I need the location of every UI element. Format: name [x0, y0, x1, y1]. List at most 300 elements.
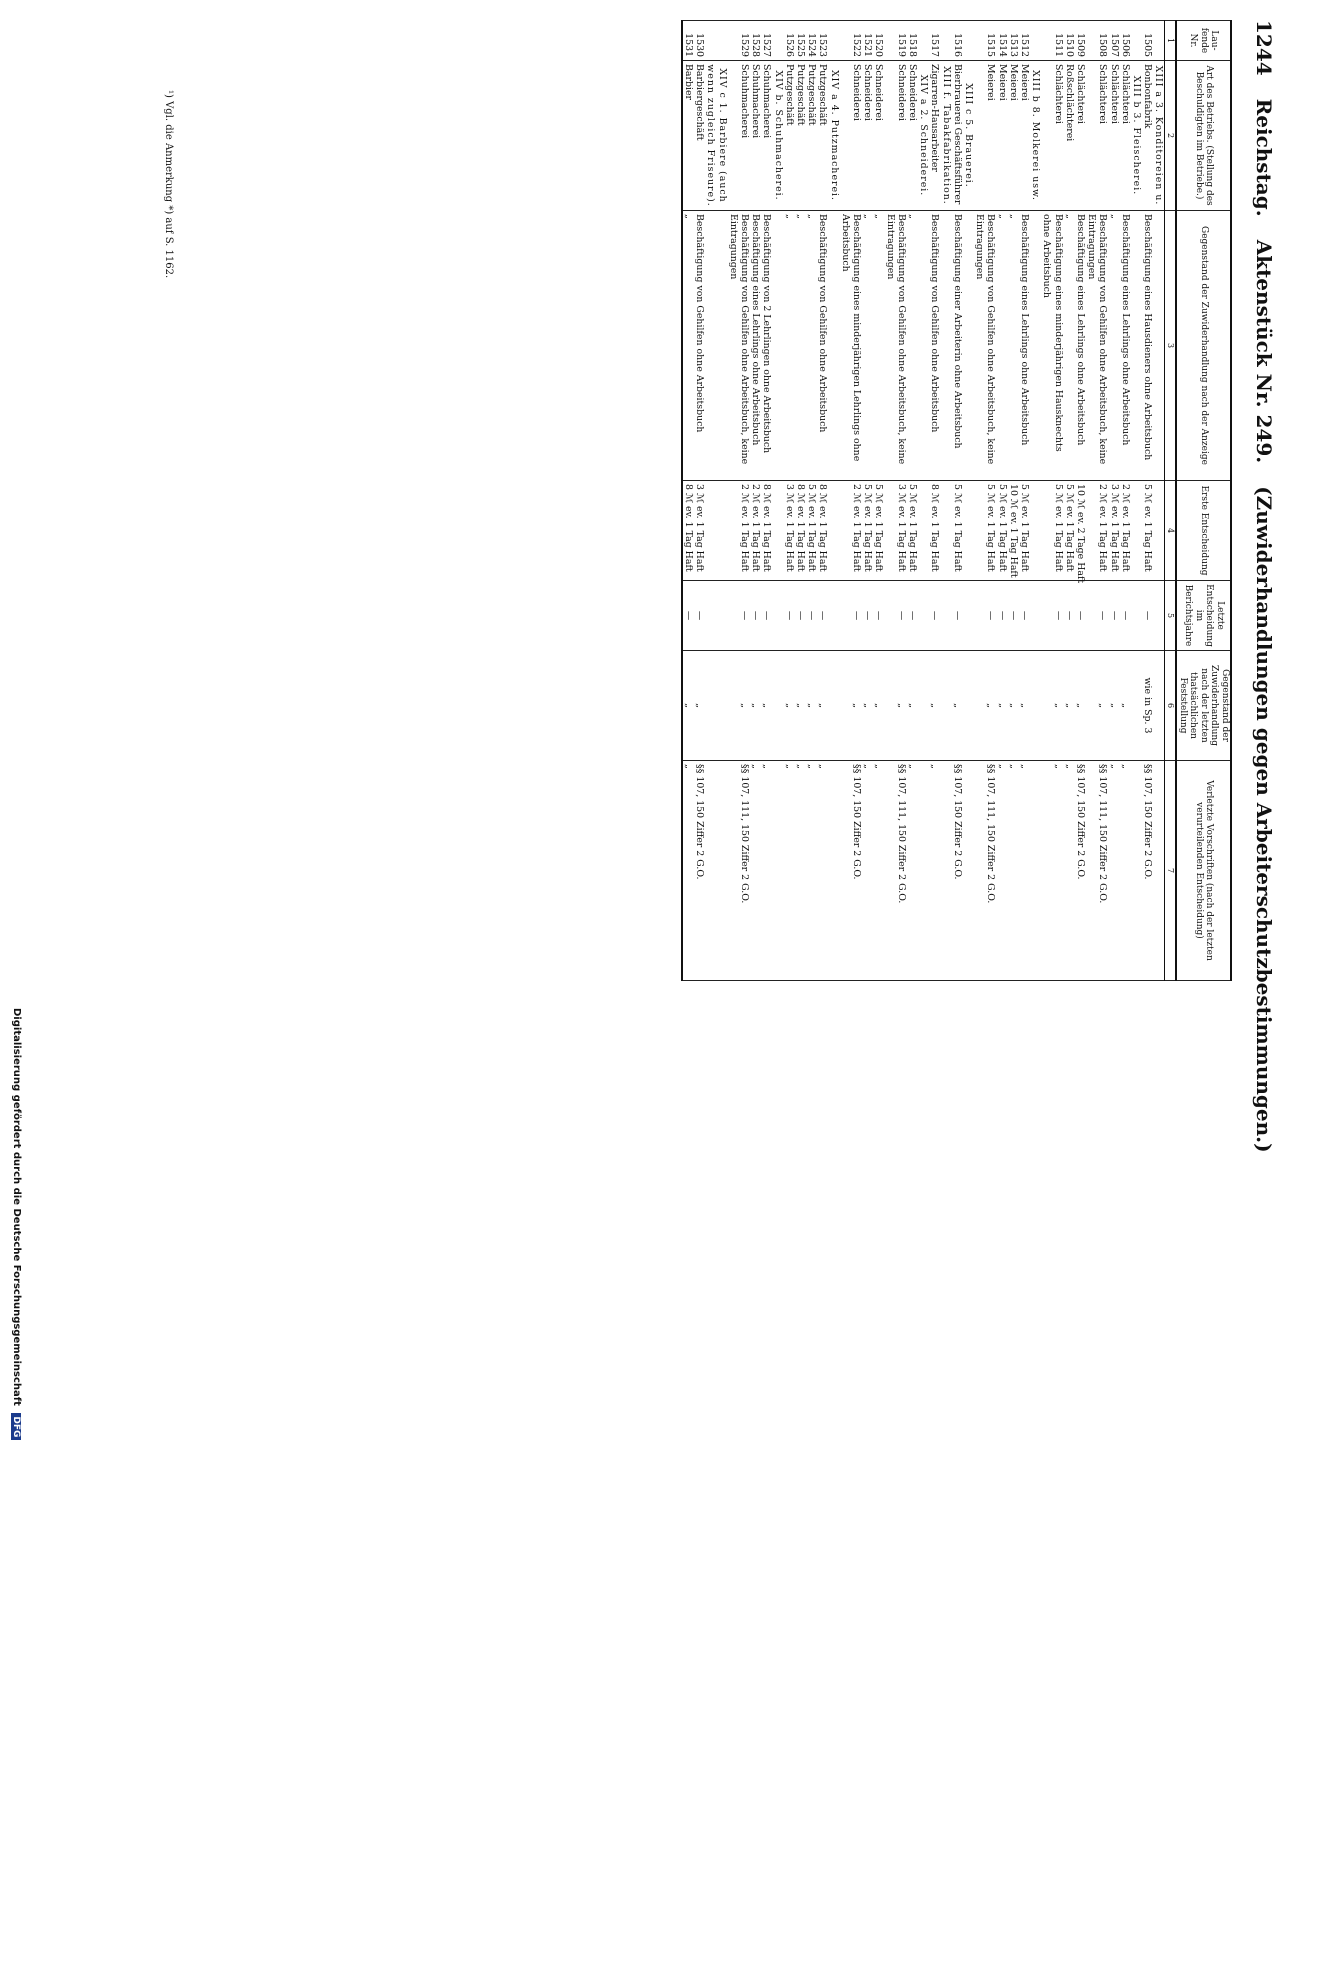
last-decision: —: [761, 581, 772, 651]
section-empty-cell: [828, 761, 839, 981]
last-decision: —: [728, 581, 750, 651]
offense-text: „: [862, 211, 873, 481]
provisions: §§ 107, 150 Ziffer 2 G.O.: [1142, 761, 1153, 981]
provisions: §§ 107, 111, 150 Ziffer 2 G.O.: [728, 761, 750, 981]
section-row: [1030, 21, 1041, 981]
provisions: „: [1108, 761, 1119, 981]
business-type: Schlächterei: [1108, 61, 1119, 211]
row-number: 1531: [682, 21, 694, 61]
offense-text: Beschäftigung von Gehilfen ohne Arbeitsbuch: [929, 211, 940, 481]
business-type: Schlächterei: [1075, 61, 1086, 211]
row-number: 1508: [1086, 21, 1108, 61]
offense-text: Beschäftigung von Gehilfen ohne Arbeitsbuch, keine Eintragungen: [974, 211, 996, 481]
section-empty-cell: [963, 21, 974, 61]
finding: „: [1019, 651, 1030, 761]
finding: „: [1041, 651, 1063, 761]
provisions: „: [806, 761, 817, 981]
offense-text: Beschäftigung eines minderjährigen Hausknechts ohne Arbeitsbuch: [1041, 211, 1063, 481]
provisions: „: [862, 761, 873, 981]
section-empty-cell: [1153, 21, 1165, 61]
finding: „: [806, 651, 817, 761]
finding: „: [728, 651, 750, 761]
row-number: 1513: [1008, 21, 1019, 61]
section-empty-cell: [940, 211, 951, 481]
last-decision: —: [750, 581, 761, 651]
section-empty-cell: [1153, 481, 1165, 581]
col-header-last-decision: Letzte Entscheidung im Berichtsjahre: [1177, 581, 1232, 651]
col-number: 5: [1165, 581, 1177, 651]
section-row: [705, 21, 727, 981]
section-empty-cell: [1030, 581, 1041, 651]
row-number: 1526: [784, 21, 795, 61]
section-empty-cell: [963, 481, 974, 581]
table-row: [1142, 21, 1153, 981]
section-empty-cell: [1131, 21, 1142, 61]
table-row: [1041, 21, 1063, 981]
col-number: 7: [1165, 761, 1177, 981]
provisions: §§ 107, 150 Ziffer 2 G.O.: [694, 761, 705, 981]
last-decision: —: [952, 581, 963, 651]
section-empty-cell: [705, 481, 727, 581]
business-type: Schuhmacherei: [761, 61, 772, 211]
finding: „: [750, 651, 761, 761]
first-decision: 2 ℳ ev. 1 Tag Haft: [750, 481, 761, 581]
offense-text: Beschäftigung von Gehilfen ohne Arbeitsbuch, keine Eintragungen: [884, 211, 906, 481]
col-header-finding: Gegenstand der Zuwiderhandlung nach der letzten thatsächlichen Feststellung: [1177, 651, 1232, 761]
finding: „: [929, 651, 940, 761]
section-empty-cell: [918, 481, 929, 581]
section-heading: XIV a 4. Putzmacherei.: [828, 61, 839, 211]
table-body: [682, 21, 1165, 981]
row-number: 1530: [694, 21, 705, 61]
section-empty-cell: [940, 651, 951, 761]
business-type: Schneiderei: [884, 61, 906, 211]
business-type: Meierei: [974, 61, 996, 211]
last-decision: —: [682, 581, 694, 651]
provisions: §§ 107, 111, 150 Ziffer 2 G.O.: [974, 761, 996, 981]
header-row: [1177, 21, 1232, 981]
provisions: „: [682, 761, 694, 981]
last-decision: —: [907, 581, 918, 651]
institution: Reichstag.: [1252, 98, 1276, 217]
table-row: [907, 21, 918, 981]
first-decision: 8 ℳ ev. 1 Tag Haft: [682, 481, 694, 581]
business-type: Barbiergeschäft: [694, 61, 705, 211]
col-number: 1: [1165, 21, 1177, 61]
section-empty-cell: [940, 21, 951, 61]
section-empty-cell: [1030, 481, 1041, 581]
row-number: 1506: [1120, 21, 1131, 61]
col-number: 4: [1165, 481, 1177, 581]
last-decision: —: [1064, 581, 1075, 651]
offense-text: „: [806, 211, 817, 481]
first-decision: 5 ℳ ev. 1 Tag Haft: [1142, 481, 1153, 581]
section-empty-cell: [772, 21, 783, 61]
business-type: Schneiderei: [862, 61, 873, 211]
offense-text: „: [1008, 211, 1019, 481]
last-decision: —: [1075, 581, 1086, 651]
provisions: „: [750, 761, 761, 981]
footnote: ¹) Vgl. die Anmerkung *) auf S. 1162.: [163, 90, 174, 279]
column-number-row: [1165, 21, 1177, 981]
finding: „: [1120, 651, 1131, 761]
first-decision: 3 ℳ ev. 1 Tag Haft: [784, 481, 795, 581]
finding: „: [873, 651, 884, 761]
finding: „: [1064, 651, 1075, 761]
finding: „: [884, 651, 906, 761]
finding: „: [1108, 651, 1119, 761]
first-decision: 5 ℳ ev. 1 Tag Haft: [996, 481, 1007, 581]
business-type: Schuhmacherei: [750, 61, 761, 211]
section-empty-cell: [918, 211, 929, 481]
row-number: 1516: [952, 21, 963, 61]
first-decision: 2 ℳ ev. 1 Tag Haft: [1120, 481, 1131, 581]
offense-text: Beschäftigung eines Lehrlings ohne Arbeitsbuch: [1019, 211, 1030, 481]
row-number: 1525: [795, 21, 806, 61]
offense-text: „: [795, 211, 806, 481]
provisions: „: [929, 761, 940, 981]
first-decision: 8 ℳ ev. 1 Tag Haft: [761, 481, 772, 581]
section-empty-cell: [772, 211, 783, 481]
table-row: [817, 21, 828, 981]
section-empty-cell: [705, 21, 727, 61]
first-decision: 3 ℳ ev. 1 Tag Haft: [1108, 481, 1119, 581]
dfg-logo: DFG: [11, 1413, 21, 1440]
section-heading: XIII b 3. Fleischerei.: [1131, 61, 1142, 211]
section-empty-cell: [940, 761, 951, 981]
last-decision: —: [817, 581, 828, 651]
section-empty-cell: [1131, 651, 1142, 761]
finding: wie in Sp. 3: [1142, 651, 1153, 761]
last-decision: —: [1086, 581, 1108, 651]
offense-text: Beschäftigung eines minderjährigen Lehrlings ohne Arbeitsbuch: [840, 211, 862, 481]
row-number: 1507: [1108, 21, 1119, 61]
finding: „: [761, 651, 772, 761]
section-empty-cell: [918, 581, 929, 651]
row-number: 1523: [817, 21, 828, 61]
first-decision: 8 ℳ ev. 1 Tag Haft: [929, 481, 940, 581]
business-type: Schneiderei: [873, 61, 884, 211]
table-row: [929, 21, 940, 981]
section-empty-cell: [828, 211, 839, 481]
business-type: Bierbrauerei Geschäftsführer: [952, 61, 963, 211]
first-decision: 10 ℳ ev. 2 Tage Haft: [1075, 481, 1086, 581]
finding: „: [682, 651, 694, 761]
offense-text: Beschäftigung eines Hausdieners ohne Arbeitsbuch: [1142, 211, 1153, 481]
provisions: „: [907, 761, 918, 981]
section-empty-cell: [705, 211, 727, 481]
table-row: [873, 21, 884, 981]
section-empty-cell: [1153, 651, 1165, 761]
col-header-business: Art des Betriebs. (Stellung des Beschuldigten im Betriebe.): [1177, 61, 1232, 211]
last-decision: —: [862, 581, 873, 651]
offense-text: Beschäftigung von Gehilfen ohne Arbeitsbuch: [694, 211, 705, 481]
first-decision: 5 ℳ ev. 1 Tag Haft: [873, 481, 884, 581]
finding: „: [862, 651, 873, 761]
business-type: Roßschlächterei: [1064, 61, 1075, 211]
provisions: §§ 107, 111, 150 Ziffer 2 G.O.: [1086, 761, 1108, 981]
row-number: 1512: [1019, 21, 1030, 61]
finding: „: [907, 651, 918, 761]
section-empty-cell: [940, 481, 951, 581]
table-row: [682, 21, 694, 981]
offense-text: Beschäftigung von Gehilfen ohne Arbeitsbuch, keine Eintragungen: [1086, 211, 1108, 481]
provisions: „: [1064, 761, 1075, 981]
first-decision: 5 ℳ ev. 1 Tag Haft: [974, 481, 996, 581]
section-heading: XIV c 1. Barbiere (auch wenn zugleich Friseure).: [705, 61, 727, 211]
offense-text: „: [784, 211, 795, 481]
provisions: „: [795, 761, 806, 981]
offense-text: Beschäftigung von Gehilfen ohne Arbeitsbuch, keine Eintragungen: [728, 211, 750, 481]
section-empty-cell: [705, 581, 727, 651]
section-row: [918, 21, 929, 981]
table-row: [795, 21, 806, 981]
finding: „: [694, 651, 705, 761]
first-decision: 5 ℳ ev. 1 Tag Haft: [1019, 481, 1030, 581]
provisions: „: [1041, 761, 1063, 981]
table-row: [761, 21, 772, 981]
credit-strip: [0, 0, 24, 1438]
col-header-offense: Gegenstand der Zuwiderhandlung nach der Anzeige: [1177, 211, 1232, 481]
rotated-page: [102, 0, 1282, 1153]
first-decision: 5 ℳ ev. 1 Tag Haft: [1041, 481, 1063, 581]
finding: „: [840, 651, 862, 761]
table-row: [806, 21, 817, 981]
table-row: [694, 21, 705, 981]
section-empty-cell: [828, 651, 839, 761]
offense-text: Beschäftigung eines Lehrlings ohne Arbeitsbuch: [750, 211, 761, 481]
table-row: [952, 21, 963, 981]
business-type: Schneiderei: [907, 61, 918, 211]
business-type: Barbier: [682, 61, 694, 211]
provisions: „: [761, 761, 772, 981]
col-number: 6: [1165, 651, 1177, 761]
business-type: Schlächterei: [1041, 61, 1063, 211]
table-row: [862, 21, 873, 981]
table-row: [1075, 21, 1086, 981]
credit-text: Digitalisierung gefördert durch die Deutsche Forschungsgemeinschaft: [11, 1008, 22, 1406]
row-number: 1520: [873, 21, 884, 61]
section-heading: XIII a 3. Konditoreien u.: [1153, 61, 1165, 211]
table-row: [1008, 21, 1019, 981]
table-row: [1108, 21, 1119, 981]
row-number: 1514: [996, 21, 1007, 61]
section-empty-cell: [963, 581, 974, 651]
document-subject: (Zuwiderhandlungen gegen Arbeiterschutzbestimmungen.): [1252, 486, 1276, 1153]
provisions: §§ 107, 150 Ziffer 2 G.O.: [952, 761, 963, 981]
business-type: Zigarren-Hausarbeiter: [929, 61, 940, 211]
provisions: „: [784, 761, 795, 981]
row-number: 1522: [840, 21, 862, 61]
section-empty-cell: [828, 581, 839, 651]
business-type: Schuhmacherei: [728, 61, 750, 211]
last-decision: —: [884, 581, 906, 651]
row-number: 1505: [1142, 21, 1153, 61]
table-row: [996, 21, 1007, 981]
finding: „: [952, 651, 963, 761]
first-decision: 8 ℳ ev. 1 Tag Haft: [795, 481, 806, 581]
col-header-first-decision: Erste Entscheidung: [1177, 481, 1232, 581]
offense-text: Beschäftigung von Gehilfen ohne Arbeitsbuch: [817, 211, 828, 481]
row-number: 1527: [761, 21, 772, 61]
table-row: [728, 21, 750, 981]
last-decision: —: [806, 581, 817, 651]
col-number: 2: [1165, 61, 1177, 211]
row-number: 1517: [929, 21, 940, 61]
table-row: [1120, 21, 1131, 981]
section-empty-cell: [772, 761, 783, 981]
offense-text: „: [682, 211, 694, 481]
section-empty-cell: [1153, 761, 1165, 981]
business-type: Putzgeschäft: [795, 61, 806, 211]
section-empty-cell: [1131, 211, 1142, 481]
col-header-number: Lau-fende Nr.: [1177, 21, 1232, 61]
section-empty-cell: [963, 211, 974, 481]
provisions: §§ 107, 150 Ziffer 2 G.O.: [840, 761, 862, 981]
first-decision: 5 ℳ ev. 1 Tag Haft: [907, 481, 918, 581]
last-decision: —: [784, 581, 795, 651]
finding: „: [817, 651, 828, 761]
section-empty-cell: [828, 21, 839, 61]
section-empty-cell: [1131, 581, 1142, 651]
last-decision: —: [873, 581, 884, 651]
first-decision: 5 ℳ ev. 1 Tag Haft: [952, 481, 963, 581]
section-row: [772, 21, 783, 981]
provisions: „: [1019, 761, 1030, 981]
section-empty-cell: [1153, 581, 1165, 651]
row-number: 1515: [974, 21, 996, 61]
row-number: 1528: [750, 21, 761, 61]
section-row: [1153, 21, 1165, 981]
business-type: Meierei: [1008, 61, 1019, 211]
last-decision: —: [840, 581, 862, 651]
page-number: 1244: [1252, 20, 1276, 76]
section-empty-cell: [1030, 211, 1041, 481]
section-empty-cell: [1030, 761, 1041, 981]
provisions: „: [1120, 761, 1131, 981]
section-empty-cell: [772, 581, 783, 651]
section-heading: XIV b. Schuhmacherei.: [772, 61, 783, 211]
section-empty-cell: [1030, 21, 1041, 61]
business-type: Putzgeschäft: [784, 61, 795, 211]
section-empty-cell: [772, 651, 783, 761]
row-number: 1518: [907, 21, 918, 61]
row-number: 1524: [806, 21, 817, 61]
business-type: Schneiderei: [840, 61, 862, 211]
col-header-provisions: Verletzte Vorschriften (nach der letzten verurteilenden Entscheidung): [1177, 761, 1232, 981]
last-decision: —: [1041, 581, 1063, 651]
finding: „: [1086, 651, 1108, 761]
provisions: §§ 107, 111, 150 Ziffer 2 G.O.: [884, 761, 906, 981]
section-row: [940, 21, 951, 981]
last-decision: —: [1108, 581, 1119, 651]
business-type: Meierei: [1019, 61, 1030, 211]
credit-line: [11, 1008, 22, 1988]
section-empty-cell: [705, 651, 727, 761]
row-number: 1511: [1041, 21, 1063, 61]
section-empty-cell: [918, 761, 929, 981]
business-type: Putzgeschäft: [817, 61, 828, 211]
offense-text: „: [1108, 211, 1119, 481]
first-decision: 2 ℳ ev. 1 Tag Haft: [1086, 481, 1108, 581]
last-decision: —: [974, 581, 996, 651]
last-decision: —: [1008, 581, 1019, 651]
provisions: „: [996, 761, 1007, 981]
section-empty-cell: [963, 761, 974, 981]
provisions: „: [1008, 761, 1019, 981]
section-empty-cell: [1131, 761, 1142, 981]
first-decision: 5 ℳ ev. 1 Tag Haft: [806, 481, 817, 581]
row-number: 1521: [862, 21, 873, 61]
first-decision: 2 ℳ ev. 1 Tag Haft: [840, 481, 862, 581]
row-number: 1510: [1064, 21, 1075, 61]
table-row: [1019, 21, 1030, 981]
section-heading: XIII b 8. Molkerei usw.: [1030, 61, 1041, 211]
last-decision: —: [795, 581, 806, 651]
section-heading: XIV a 2. Schneiderei.: [918, 61, 929, 211]
offense-text: „: [873, 211, 884, 481]
table-row: [884, 21, 906, 981]
row-number: 1519: [884, 21, 906, 61]
first-decision: 3 ℳ ev. 1 Tag Haft: [884, 481, 906, 581]
business-type: Bonbonfabrik: [1142, 61, 1153, 211]
first-decision: 8 ℳ ev. 1 Tag Haft: [817, 481, 828, 581]
finding: „: [795, 651, 806, 761]
table-row: [1086, 21, 1108, 981]
last-decision: —: [929, 581, 940, 651]
finding: „: [1008, 651, 1019, 761]
section-empty-cell: [918, 21, 929, 61]
first-decision: 5 ℳ ev. 1 Tag Haft: [1064, 481, 1075, 581]
provisions: „: [817, 761, 828, 981]
section-empty-cell: [828, 481, 839, 581]
first-decision: 5 ℳ ev. 1 Tag Haft: [862, 481, 873, 581]
section-empty-cell: [963, 651, 974, 761]
table-row: [784, 21, 795, 981]
offense-text: Beschäftigung eines Lehrlings ohne Arbeitsbuch: [1075, 211, 1086, 481]
section-row: [1131, 21, 1142, 981]
finding: „: [996, 651, 1007, 761]
table-row: [1064, 21, 1075, 981]
provisions: „: [873, 761, 884, 981]
table-row: [750, 21, 761, 981]
provisions: §§ 107, 150 Ziffer 2 G.O.: [1075, 761, 1086, 981]
row-number: 1509: [1075, 21, 1086, 61]
offense-text: „: [907, 211, 918, 481]
first-decision: 3 ℳ ev. 1 Tag Haft: [694, 481, 705, 581]
business-type: Putzgeschäft: [806, 61, 817, 211]
document-number: Aktenstück Nr. 249.: [1252, 239, 1276, 464]
first-decision: 10 ℳ ev. 1 Tag Haft: [1008, 481, 1019, 581]
first-decision: 2 ℳ ev. 1 Tag Haft: [728, 481, 750, 581]
last-decision: —: [1120, 581, 1131, 651]
section-empty-cell: [918, 651, 929, 761]
section-empty-cell: [705, 761, 727, 981]
page-header: [1236, 20, 1276, 1153]
business-type: Meierei: [996, 61, 1007, 211]
offense-text: Beschäftigung einer Arbeiterin ohne Arbeitsbuch: [952, 211, 963, 481]
table-row: [974, 21, 996, 981]
finding: „: [974, 651, 996, 761]
finding: „: [784, 651, 795, 761]
section-empty-cell: [1131, 481, 1142, 581]
section-heading: XIII f. Tabakfabrikation.: [940, 61, 951, 211]
section-empty-cell: [1153, 211, 1165, 481]
business-type: Schlächterei: [1086, 61, 1108, 211]
col-number: 3: [1165, 211, 1177, 481]
row-number: 1529: [728, 21, 750, 61]
offense-text: Beschäftigung eines Lehrlings ohne Arbeitsbuch: [1120, 211, 1131, 481]
